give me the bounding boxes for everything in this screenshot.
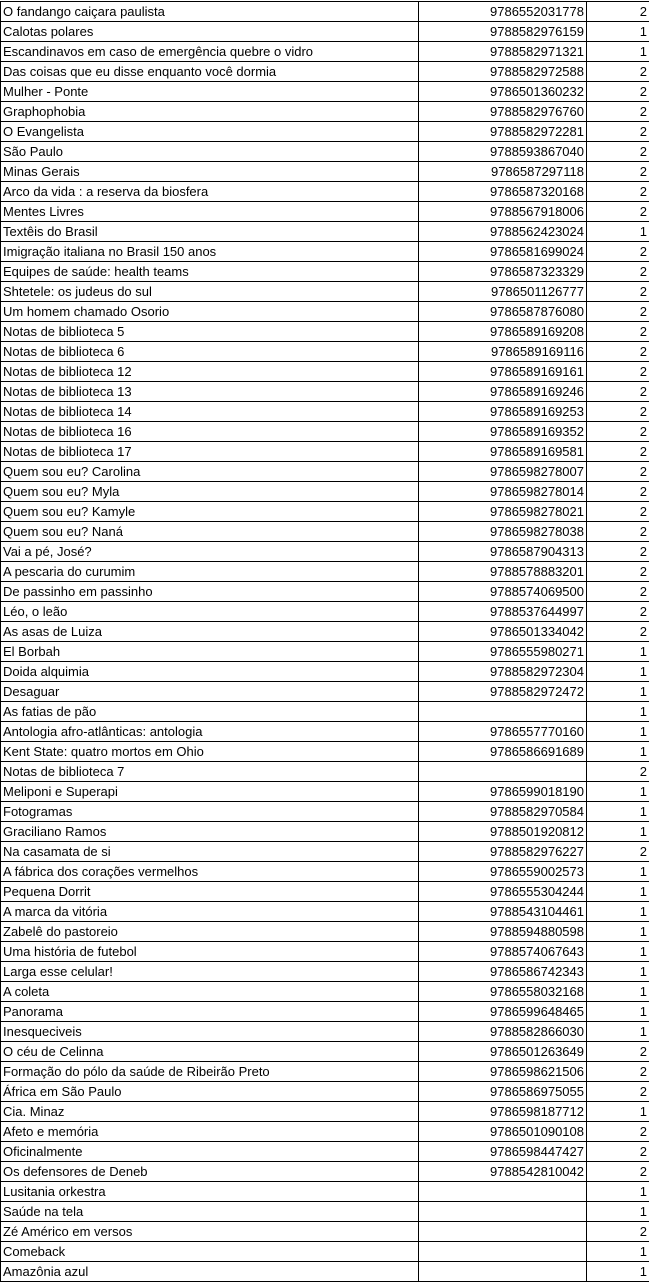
isbn-cell[interactable]: 9788582976159: [419, 22, 587, 42]
title-cell[interactable]: As fatias de pão: [1, 702, 419, 722]
quantity-cell[interactable]: 1: [587, 982, 649, 1002]
table-row: [1, 762, 649, 782]
quantity-cell[interactable]: 2: [587, 362, 649, 382]
title-cell[interactable]: O fandango caiçara paulista: [1, 2, 419, 22]
quantity-cell[interactable]: 2: [587, 1042, 649, 1062]
title-cell[interactable]: Lusitania orkestra: [1, 1182, 419, 1202]
table-row: [1, 402, 649, 422]
quantity-cell[interactable]: 1: [587, 742, 649, 762]
title-cell[interactable]: Uma história de futebol: [1, 942, 419, 962]
table-row: [1, 1002, 649, 1022]
table-row: [1, 842, 649, 862]
quantity-cell[interactable]: 2: [587, 462, 649, 482]
table-row: [1, 642, 649, 662]
title-cell[interactable]: Textêis do Brasil: [1, 222, 419, 242]
title-cell[interactable]: A marca da vitória: [1, 902, 419, 922]
title-cell[interactable]: Comeback: [1, 1242, 419, 1262]
title-cell[interactable]: Formação do pólo da saúde de Ribeirão Preto: [1, 1062, 419, 1082]
quantity-cell[interactable]: 2: [587, 1162, 649, 1182]
title-cell[interactable]: A coleta: [1, 982, 419, 1002]
table-row: [1, 482, 649, 502]
table-row: [1, 1262, 649, 1282]
quantity-cell[interactable]: 2: [587, 2, 649, 22]
isbn-cell[interactable]: [419, 702, 587, 722]
isbn-cell[interactable]: 9788574067643: [419, 942, 587, 962]
table-row: [1, 2, 649, 22]
title-cell[interactable]: Saúde na tela: [1, 1202, 419, 1222]
title-cell[interactable]: Afeto e memória: [1, 1122, 419, 1142]
title-cell[interactable]: Antologia afro-atlânticas: antologia: [1, 722, 419, 742]
isbn-cell[interactable]: 9786587323329: [419, 262, 587, 282]
table-row: [1, 702, 649, 722]
isbn-cell[interactable]: 9788542810042: [419, 1162, 587, 1182]
table-row: [1, 222, 649, 242]
table-row: [1, 62, 649, 82]
isbn-cell[interactable]: 9786559002573: [419, 862, 587, 882]
isbn-cell[interactable]: 9786598621506: [419, 1062, 587, 1082]
isbn-cell[interactable]: 9788582976760: [419, 102, 587, 122]
quantity-cell[interactable]: 1: [587, 862, 649, 882]
quantity-cell[interactable]: 2: [587, 342, 649, 362]
isbn-cell[interactable]: 9786589169352: [419, 422, 587, 442]
isbn-cell[interactable]: 9786558032168: [419, 982, 587, 1002]
quantity-cell[interactable]: 1: [587, 642, 649, 662]
table-row: [1, 1062, 649, 1082]
isbn-cell[interactable]: 9786598278014: [419, 482, 587, 502]
quantity-cell[interactable]: 1: [587, 822, 649, 842]
table-row: [1, 42, 649, 62]
book-list-table: [0, 1, 649, 1282]
quantity-cell[interactable]: 2: [587, 182, 649, 202]
title-cell[interactable]: São Paulo: [1, 142, 419, 162]
isbn-cell[interactable]: 9786552031778: [419, 2, 587, 22]
quantity-cell[interactable]: 1: [587, 1202, 649, 1222]
title-cell[interactable]: Notas de biblioteca 7: [1, 762, 419, 782]
isbn-cell[interactable]: 9788594880598: [419, 922, 587, 942]
table-row: [1, 362, 649, 382]
table-row: [1, 1182, 649, 1202]
title-cell[interactable]: Kent State: quatro mortos em Ohio: [1, 742, 419, 762]
table-row: [1, 1202, 649, 1222]
quantity-cell[interactable]: 2: [587, 422, 649, 442]
table-row: [1, 982, 649, 1002]
table-row: [1, 782, 649, 802]
title-cell[interactable]: Mulher - Ponte: [1, 82, 419, 102]
quantity-cell[interactable]: 2: [587, 482, 649, 502]
title-cell[interactable]: Os defensores de Deneb: [1, 1162, 419, 1182]
table-row: [1, 1242, 649, 1262]
title-cell[interactable]: Notas de biblioteca 16: [1, 422, 419, 442]
table-row: [1, 182, 649, 202]
title-cell[interactable]: As asas de Luiza: [1, 622, 419, 642]
quantity-cell[interactable]: 2: [587, 762, 649, 782]
isbn-cell[interactable]: 9786589169208: [419, 322, 587, 342]
quantity-cell[interactable]: 2: [587, 442, 649, 462]
isbn-cell[interactable]: 9786586975055: [419, 1082, 587, 1102]
quantity-cell[interactable]: 1: [587, 922, 649, 942]
title-cell[interactable]: De passinho em passinho: [1, 582, 419, 602]
isbn-cell[interactable]: 9788543104461: [419, 902, 587, 922]
title-cell[interactable]: Notas de biblioteca 14: [1, 402, 419, 422]
quantity-cell[interactable]: 2: [587, 302, 649, 322]
table-row: [1, 162, 649, 182]
title-cell[interactable]: Notas de biblioteca 6: [1, 342, 419, 362]
isbn-cell[interactable]: 9788582976227: [419, 842, 587, 862]
isbn-cell[interactable]: [419, 1262, 587, 1282]
isbn-cell[interactable]: 9786557770160: [419, 722, 587, 742]
title-cell[interactable]: Equipes de saúde: health teams: [1, 262, 419, 282]
isbn-cell[interactable]: [419, 1182, 587, 1202]
quantity-cell[interactable]: 1: [587, 902, 649, 922]
table-row: [1, 622, 649, 642]
isbn-cell[interactable]: 9786587876080: [419, 302, 587, 322]
table-row: [1, 682, 649, 702]
isbn-cell[interactable]: 9786586691689: [419, 742, 587, 762]
quantity-cell[interactable]: 2: [587, 622, 649, 642]
isbn-cell[interactable]: 9786598278021: [419, 502, 587, 522]
title-cell[interactable]: O céu de Celinna: [1, 1042, 419, 1062]
title-cell[interactable]: Quem sou eu? Naná: [1, 522, 419, 542]
table-row: [1, 442, 649, 462]
quantity-cell[interactable]: 1: [587, 882, 649, 902]
isbn-cell[interactable]: 9788578883201: [419, 562, 587, 582]
quantity-cell[interactable]: 1: [587, 1262, 649, 1282]
table-row: [1, 1122, 649, 1142]
title-cell[interactable]: Notas de biblioteca 12: [1, 362, 419, 382]
title-cell[interactable]: Minas Gerais: [1, 162, 419, 182]
isbn-cell[interactable]: 9786598187712: [419, 1102, 587, 1122]
quantity-cell[interactable]: 1: [587, 682, 649, 702]
table-row: [1, 1102, 649, 1122]
quantity-cell[interactable]: 2: [587, 142, 649, 162]
table-row: [1, 1222, 649, 1242]
isbn-cell[interactable]: 9786501334042: [419, 622, 587, 642]
table-row: [1, 722, 649, 742]
isbn-cell[interactable]: 9788593867040: [419, 142, 587, 162]
table-row: [1, 242, 649, 262]
title-cell[interactable]: Amazônia azul: [1, 1262, 419, 1282]
isbn-cell[interactable]: 9788562423024: [419, 222, 587, 242]
quantity-cell[interactable]: 2: [587, 1082, 649, 1102]
title-cell[interactable]: Calotas polares: [1, 22, 419, 42]
isbn-cell[interactable]: 9786589169161: [419, 362, 587, 382]
table-row: [1, 922, 649, 942]
quantity-cell[interactable]: 1: [587, 1102, 649, 1122]
table-row: [1, 862, 649, 882]
quantity-cell[interactable]: 2: [587, 582, 649, 602]
title-cell[interactable]: Quem sou eu? Myla: [1, 482, 419, 502]
table-row: [1, 102, 649, 122]
title-cell[interactable]: Mentes Livres: [1, 202, 419, 222]
quantity-cell[interactable]: 1: [587, 1242, 649, 1262]
quantity-cell[interactable]: 2: [587, 502, 649, 522]
table-row: [1, 822, 649, 842]
table-row: [1, 902, 649, 922]
title-cell[interactable]: Zabelê do pastoreio: [1, 922, 419, 942]
isbn-cell[interactable]: 9788582866030: [419, 1022, 587, 1042]
isbn-cell[interactable]: 9786589169253: [419, 402, 587, 422]
title-cell[interactable]: Notas de biblioteca 17: [1, 442, 419, 462]
isbn-cell[interactable]: 9786587904313: [419, 542, 587, 562]
isbn-cell[interactable]: 9788537644997: [419, 602, 587, 622]
table-row: [1, 22, 649, 42]
quantity-cell[interactable]: 2: [587, 262, 649, 282]
title-cell[interactable]: Oficinalmente: [1, 1142, 419, 1162]
quantity-cell[interactable]: 2: [587, 62, 649, 82]
table-row: [1, 282, 649, 302]
table-row: [1, 562, 649, 582]
table-row: [1, 802, 649, 822]
isbn-cell[interactable]: 9786501090108: [419, 1122, 587, 1142]
title-cell[interactable]: Pequena Dorrit: [1, 882, 419, 902]
title-cell[interactable]: Quem sou eu? Kamyle: [1, 502, 419, 522]
isbn-cell[interactable]: 9788582972304: [419, 662, 587, 682]
quantity-cell[interactable]: 1: [587, 222, 649, 242]
quantity-cell[interactable]: 1: [587, 722, 649, 742]
isbn-cell[interactable]: 9786598447427: [419, 1142, 587, 1162]
quantity-cell[interactable]: 2: [587, 1122, 649, 1142]
quantity-cell[interactable]: 2: [587, 322, 649, 342]
quantity-cell[interactable]: 1: [587, 1022, 649, 1042]
title-cell[interactable]: Graciliano Ramos: [1, 822, 419, 842]
quantity-cell[interactable]: 2: [587, 282, 649, 302]
isbn-cell[interactable]: 9788582972472: [419, 682, 587, 702]
quantity-cell[interactable]: 1: [587, 802, 649, 822]
isbn-cell[interactable]: 9786586742343: [419, 962, 587, 982]
table-row: [1, 262, 649, 282]
title-cell[interactable]: El Borbah: [1, 642, 419, 662]
quantity-cell[interactable]: 2: [587, 522, 649, 542]
table-row: [1, 1042, 649, 1062]
table-row: [1, 382, 649, 402]
quantity-cell[interactable]: 2: [587, 842, 649, 862]
table-row: [1, 1142, 649, 1162]
isbn-cell[interactable]: [419, 1202, 587, 1222]
isbn-cell[interactable]: 9786587297118: [419, 162, 587, 182]
title-cell[interactable]: Panorama: [1, 1002, 419, 1022]
title-cell[interactable]: Notas de biblioteca 13: [1, 382, 419, 402]
isbn-cell[interactable]: [419, 1242, 587, 1262]
title-cell[interactable]: Doida alquimia: [1, 662, 419, 682]
isbn-cell[interactable]: 9786587320168: [419, 182, 587, 202]
isbn-cell[interactable]: 9788567918006: [419, 202, 587, 222]
quantity-cell[interactable]: 2: [587, 122, 649, 142]
quantity-cell[interactable]: 2: [587, 102, 649, 122]
isbn-cell[interactable]: 9786581699024: [419, 242, 587, 262]
isbn-cell[interactable]: [419, 762, 587, 782]
isbn-cell[interactable]: 9788574069500: [419, 582, 587, 602]
title-cell[interactable]: Cia. Minaz: [1, 1102, 419, 1122]
title-cell[interactable]: Notas de biblioteca 5: [1, 322, 419, 342]
quantity-cell[interactable]: 2: [587, 562, 649, 582]
isbn-cell[interactable]: 9786589169246: [419, 382, 587, 402]
title-cell[interactable]: Quem sou eu? Carolina: [1, 462, 419, 482]
isbn-cell[interactable]: 9786599648465: [419, 1002, 587, 1022]
table-row: [1, 462, 649, 482]
title-cell[interactable]: Zé Américo em versos: [1, 1222, 419, 1242]
title-cell[interactable]: Shtetele: os judeus do sul: [1, 282, 419, 302]
table-row: [1, 502, 649, 522]
table-row: [1, 1162, 649, 1182]
table-row: [1, 742, 649, 762]
table-row: [1, 202, 649, 222]
quantity-cell[interactable]: 2: [587, 82, 649, 102]
quantity-cell[interactable]: 1: [587, 1002, 649, 1022]
table-row: [1, 142, 649, 162]
quantity-cell[interactable]: 1: [587, 962, 649, 982]
quantity-cell[interactable]: 2: [587, 1222, 649, 1242]
title-cell[interactable]: Desaguar: [1, 682, 419, 702]
quantity-cell[interactable]: 2: [587, 402, 649, 422]
title-cell[interactable]: A fábrica dos corações vermelhos: [1, 862, 419, 882]
title-cell[interactable]: Um homem chamado Osorio: [1, 302, 419, 322]
table-row: [1, 962, 649, 982]
quantity-cell[interactable]: 2: [587, 1062, 649, 1082]
table-row: [1, 942, 649, 962]
table-row: [1, 302, 649, 322]
quantity-cell[interactable]: 2: [587, 1142, 649, 1162]
isbn-cell[interactable]: 9788582970584: [419, 802, 587, 822]
title-cell[interactable]: Fotogramas: [1, 802, 419, 822]
isbn-cell[interactable]: 9786501360232: [419, 82, 587, 102]
table-row: [1, 582, 649, 602]
isbn-cell[interactable]: 9786589169581: [419, 442, 587, 462]
table-body: [1, 2, 649, 1282]
isbn-cell[interactable]: 9788582971321: [419, 42, 587, 62]
table-row: [1, 322, 649, 342]
isbn-cell[interactable]: 9786599018190: [419, 782, 587, 802]
title-cell[interactable]: Escandinavos em caso de emergência quebre o vidro: [1, 42, 419, 62]
title-cell[interactable]: Vai a pé, José?: [1, 542, 419, 562]
title-cell[interactable]: Imigração italiana no Brasil 150 anos: [1, 242, 419, 262]
title-cell[interactable]: África em São Paulo: [1, 1082, 419, 1102]
title-cell[interactable]: O Evangelista: [1, 122, 419, 142]
table-row: [1, 342, 649, 362]
title-cell[interactable]: Meliponi e Superapi: [1, 782, 419, 802]
quantity-cell[interactable]: 2: [587, 382, 649, 402]
quantity-cell[interactable]: 1: [587, 22, 649, 42]
isbn-cell[interactable]: [419, 1222, 587, 1242]
title-cell[interactable]: Graphophobia: [1, 102, 419, 122]
title-cell[interactable]: Léo, o leão: [1, 602, 419, 622]
table-row: [1, 662, 649, 682]
isbn-cell[interactable]: 9788582972588: [419, 62, 587, 82]
table-row: [1, 122, 649, 142]
isbn-cell[interactable]: 9786589169116: [419, 342, 587, 362]
quantity-cell[interactable]: 1: [587, 1182, 649, 1202]
quantity-cell[interactable]: 2: [587, 202, 649, 222]
table-row: [1, 82, 649, 102]
quantity-cell[interactable]: 1: [587, 662, 649, 682]
quantity-cell[interactable]: 1: [587, 702, 649, 722]
quantity-cell[interactable]: 2: [587, 162, 649, 182]
isbn-cell[interactable]: 9786598278038: [419, 522, 587, 542]
table-row: [1, 542, 649, 562]
quantity-cell[interactable]: 1: [587, 782, 649, 802]
quantity-cell[interactable]: 2: [587, 602, 649, 622]
isbn-cell[interactable]: 9786555304244: [419, 882, 587, 902]
isbn-cell[interactable]: 9786555980271: [419, 642, 587, 662]
quantity-cell[interactable]: 2: [587, 242, 649, 262]
quantity-cell[interactable]: 1: [587, 42, 649, 62]
table-row: [1, 602, 649, 622]
title-cell[interactable]: Das coisas que eu disse enquanto você dormia: [1, 62, 419, 82]
table-row: [1, 1082, 649, 1102]
isbn-cell[interactable]: 9786598278007: [419, 462, 587, 482]
title-cell[interactable]: Inesqueciveis: [1, 1022, 419, 1042]
quantity-cell[interactable]: 2: [587, 542, 649, 562]
table-row: [1, 1022, 649, 1042]
quantity-cell[interactable]: 1: [587, 942, 649, 962]
isbn-cell[interactable]: 9786501126777: [419, 282, 587, 302]
title-cell[interactable]: Larga esse celular!: [1, 962, 419, 982]
isbn-cell[interactable]: 9788501920812: [419, 822, 587, 842]
isbn-cell[interactable]: 9786501263649: [419, 1042, 587, 1062]
table-row: [1, 882, 649, 902]
isbn-cell[interactable]: 9788582972281: [419, 122, 587, 142]
table-row: [1, 422, 649, 442]
title-cell[interactable]: Arco da vida : a reserva da biosfera: [1, 182, 419, 202]
table-row: [1, 522, 649, 542]
title-cell[interactable]: Na casamata de si: [1, 842, 419, 862]
title-cell[interactable]: A pescaria do curumim: [1, 562, 419, 582]
